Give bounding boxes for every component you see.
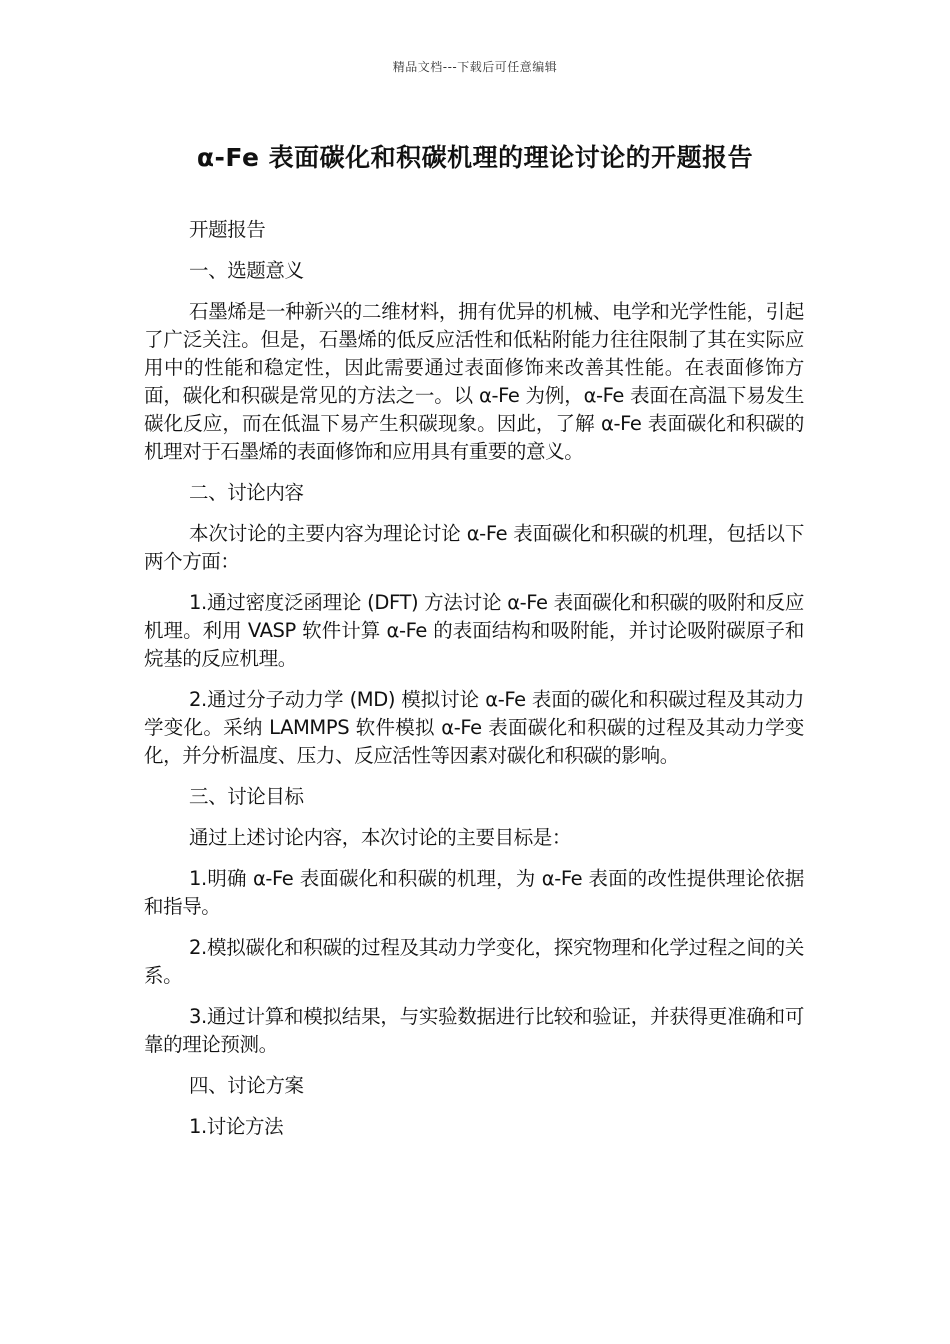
paragraph-content-item-1: 1.通过密度泛函理论 (DFT) 方法讨论 α-Fe 表面碳化和积碳的吸附和反应机理。利用 VASP 软件计算 α-Fe 的表面结构和吸附能，并讨论吸附碳原子和烷基的反应机理。 bbox=[144, 591, 804, 670]
page-header-note: 精品文档---下载后可任意编辑 bbox=[392, 60, 558, 74]
section-heading-content: 二、讨论内容 bbox=[189, 481, 304, 504]
section-heading-plan: 四、讨论方案 bbox=[189, 1074, 304, 1097]
paragraph-significance: 石墨烯是一种新兴的二维材料，拥有优异的机械、电学和光学性能，引起了广泛关注。但是，石墨烯的低反应活性和低粘附能力往往限制了其在实际应用中的性能和稳定性，因此需要通过表面修饰来改善其性能。在表面修饰方面，碳化和积碳是常见的方法之一。以 α-Fe 为例，α-Fe 表面在高温下易发生碳化反应，而在低温下易产生积碳现象。因此，了解 α-Fe 表面碳化和积碳的机理对于石墨烯的表面修饰和应用具有重要的意义。 bbox=[144, 300, 804, 463]
section-heading-goals: 三、讨论目标 bbox=[189, 785, 304, 808]
paragraph-goal-3: 3.通过计算和模拟结果，与实验数据进行比较和验证，并获得更准确和可靠的理论预测。 bbox=[144, 1005, 804, 1056]
paragraph-content-intro: 本次讨论的主要内容为理论讨论 α-Fe 表面碳化和积碳的机理，包括以下两个方面： bbox=[144, 522, 804, 573]
paragraph-content-item-2: 2.通过分子动力学 (MD) 模拟讨论 α-Fe 表面的碳化和积碳过程及其动力学变化。采纳 LAMMPS 软件模拟 α-Fe 表面碳化和积碳的过程及其动力学变化，并分析温度、压力、反应活性等因素对碳化和积碳的影响。 bbox=[144, 688, 804, 767]
paragraph-goal-1: 1.明确 α-Fe 表面碳化和积碳的机理，为 α-Fe 表面的改性提供理论依据和指导。 bbox=[144, 867, 804, 918]
section-heading-significance: 一、选题意义 bbox=[189, 259, 304, 282]
document-title: α-Fe 表面碳化和积碳机理的理论讨论的开题报告 bbox=[196, 143, 754, 172]
paragraph-goals-intro: 通过上述讨论内容，本次讨论的主要目标是： bbox=[189, 826, 572, 849]
paragraph-goal-2: 2.模拟碳化和积碳的过程及其动力学变化，探究物理和化学过程之间的关系。 bbox=[144, 936, 804, 987]
paragraph-plan-method: 1.讨论方法 bbox=[189, 1115, 284, 1138]
paragraph-report-heading: 开题报告 bbox=[189, 218, 266, 241]
document-body bbox=[144, 216, 804, 1154]
